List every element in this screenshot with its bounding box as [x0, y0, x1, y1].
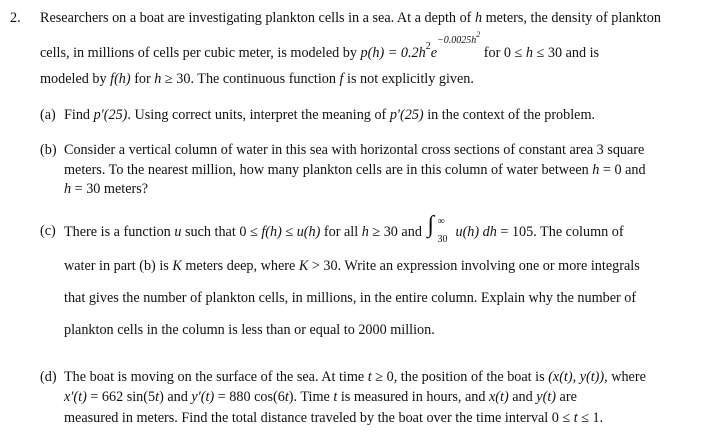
math-expr: f(h) [261, 224, 282, 240]
math-var: h [592, 162, 600, 178]
text: ). Time [288, 389, 334, 405]
text: = 662 sin(5 [86, 389, 156, 405]
density-formula: p(h) = 0.2h [360, 45, 426, 61]
integral-upper-limit: ∞ [437, 216, 445, 227]
text: ≥ 0, the position of the boat is [371, 369, 549, 385]
exponent: −0.0025h [437, 35, 477, 47]
part-c-line-2 [64, 257, 640, 275]
stem-text: ≥ 30. The continuous function [161, 71, 340, 87]
math-expr: y′(t) [191, 389, 215, 405]
math-var: f [339, 71, 344, 87]
text: meters deep, where [181, 258, 299, 274]
exponent: 2 [425, 41, 431, 53]
integrand: u(h) dh [455, 224, 497, 240]
problem-number: 2. [10, 10, 21, 26]
text: in the context of the problem. [423, 107, 596, 123]
stem-line-1 [40, 9, 661, 27]
text: , where [604, 369, 646, 385]
integral-lower-limit: 30 [437, 234, 448, 245]
part-d-line-1 [64, 368, 646, 386]
text: and [508, 389, 537, 405]
math-var: t [284, 389, 289, 405]
text: ) and [159, 389, 192, 405]
text: = 105. The column of [496, 224, 624, 240]
part-b-label: (b) [40, 142, 57, 158]
part-b-line-1: Consider a vertical column of water in this sea with horizontal cross sections of constant area 3 square [64, 142, 645, 158]
part-a-text [64, 106, 595, 124]
stem-text: modeled by [40, 71, 111, 87]
stem-text: Researchers on a boat are investigating plankton cells in a sea. At a depth of [40, 10, 475, 26]
stem-text: ≤ 30 and is [532, 45, 600, 61]
math-var: h [474, 10, 483, 26]
stem-line-2 [40, 29, 600, 62]
integral-symbol: ∫ [427, 212, 435, 238]
math-var: h [525, 45, 533, 61]
math-var: t [367, 369, 372, 385]
math-var: e [430, 45, 437, 61]
part-d-label: (d) [40, 369, 57, 385]
stem-text: meters, the density of plankton [482, 10, 661, 26]
stem-line-3 [40, 70, 474, 88]
math-var: t [333, 389, 338, 405]
math-expr: f(h) [110, 71, 131, 87]
text: = 30 meters? [71, 181, 149, 197]
text: ≥ 30 and [368, 224, 426, 240]
text: > 30. Write an expression involving one or more integrals [308, 258, 640, 274]
integral-sign [425, 212, 455, 245]
text: = 0 and [599, 162, 646, 178]
math-expr: (x(t), y(t)) [548, 369, 605, 385]
part-a-label: (a) [40, 107, 56, 123]
math-var: h [64, 181, 72, 197]
math-var: t [155, 389, 160, 405]
text: ≤ [281, 224, 297, 240]
part-c-line-1 [64, 212, 624, 245]
part-b-line-2 [64, 161, 646, 179]
text: ≤ 1. [577, 410, 604, 426]
stem-text: cells, in millions of cells per cubic meter, is modeled by [40, 45, 361, 61]
math-var: K [298, 258, 309, 274]
math-expr: p′(25) [389, 107, 424, 123]
math-expr: y(t) [536, 389, 556, 405]
math-expr: x′(t) [64, 389, 87, 405]
stem-text: for 0 ≤ [480, 45, 526, 61]
stem-text: for [130, 71, 155, 87]
part-c-line-3: that gives the number of plankton cells, in millions, in the entire column. Explain why the number of [64, 290, 637, 306]
part-c-line-4: plankton cells in the column is less than or equal to 2000 million. [64, 322, 435, 338]
math-var: t [573, 410, 578, 426]
math-expr: x(t) [489, 389, 509, 405]
part-c-label: (c) [40, 223, 56, 239]
text: = 880 cos(6 [214, 389, 285, 405]
stem-text: is not explicitly given. [343, 71, 474, 87]
text: for all [320, 224, 362, 240]
text: such that 0 ≤ [181, 224, 262, 240]
math-expr: p′(25) [93, 107, 128, 123]
part-d-line-2 [64, 388, 577, 406]
text: meters. To the nearest million, how many plankton cells are in this column of water between [64, 162, 593, 178]
math-var: h [361, 224, 369, 240]
math-var: u [174, 224, 182, 240]
math-var: K [172, 258, 182, 274]
text: measured in meters. Find the total distance traveled by the boat over the time interval 0 ≤ [64, 410, 574, 426]
text: . Using correct units, interpret the meaning of [127, 107, 390, 123]
math-expr: u(h) [296, 224, 321, 240]
text: The boat is moving on the surface of the sea. At time [64, 369, 368, 385]
exponent: 2 [476, 29, 481, 39]
math-var: h [154, 71, 162, 87]
text: Find [64, 107, 94, 123]
text: water in part (b) is [64, 258, 173, 274]
part-d-line-3 [64, 409, 603, 427]
text: are [556, 389, 577, 405]
part-b-line-3 [64, 180, 148, 198]
text: is measured in hours, and [337, 389, 489, 405]
text: There is a function [64, 224, 175, 240]
